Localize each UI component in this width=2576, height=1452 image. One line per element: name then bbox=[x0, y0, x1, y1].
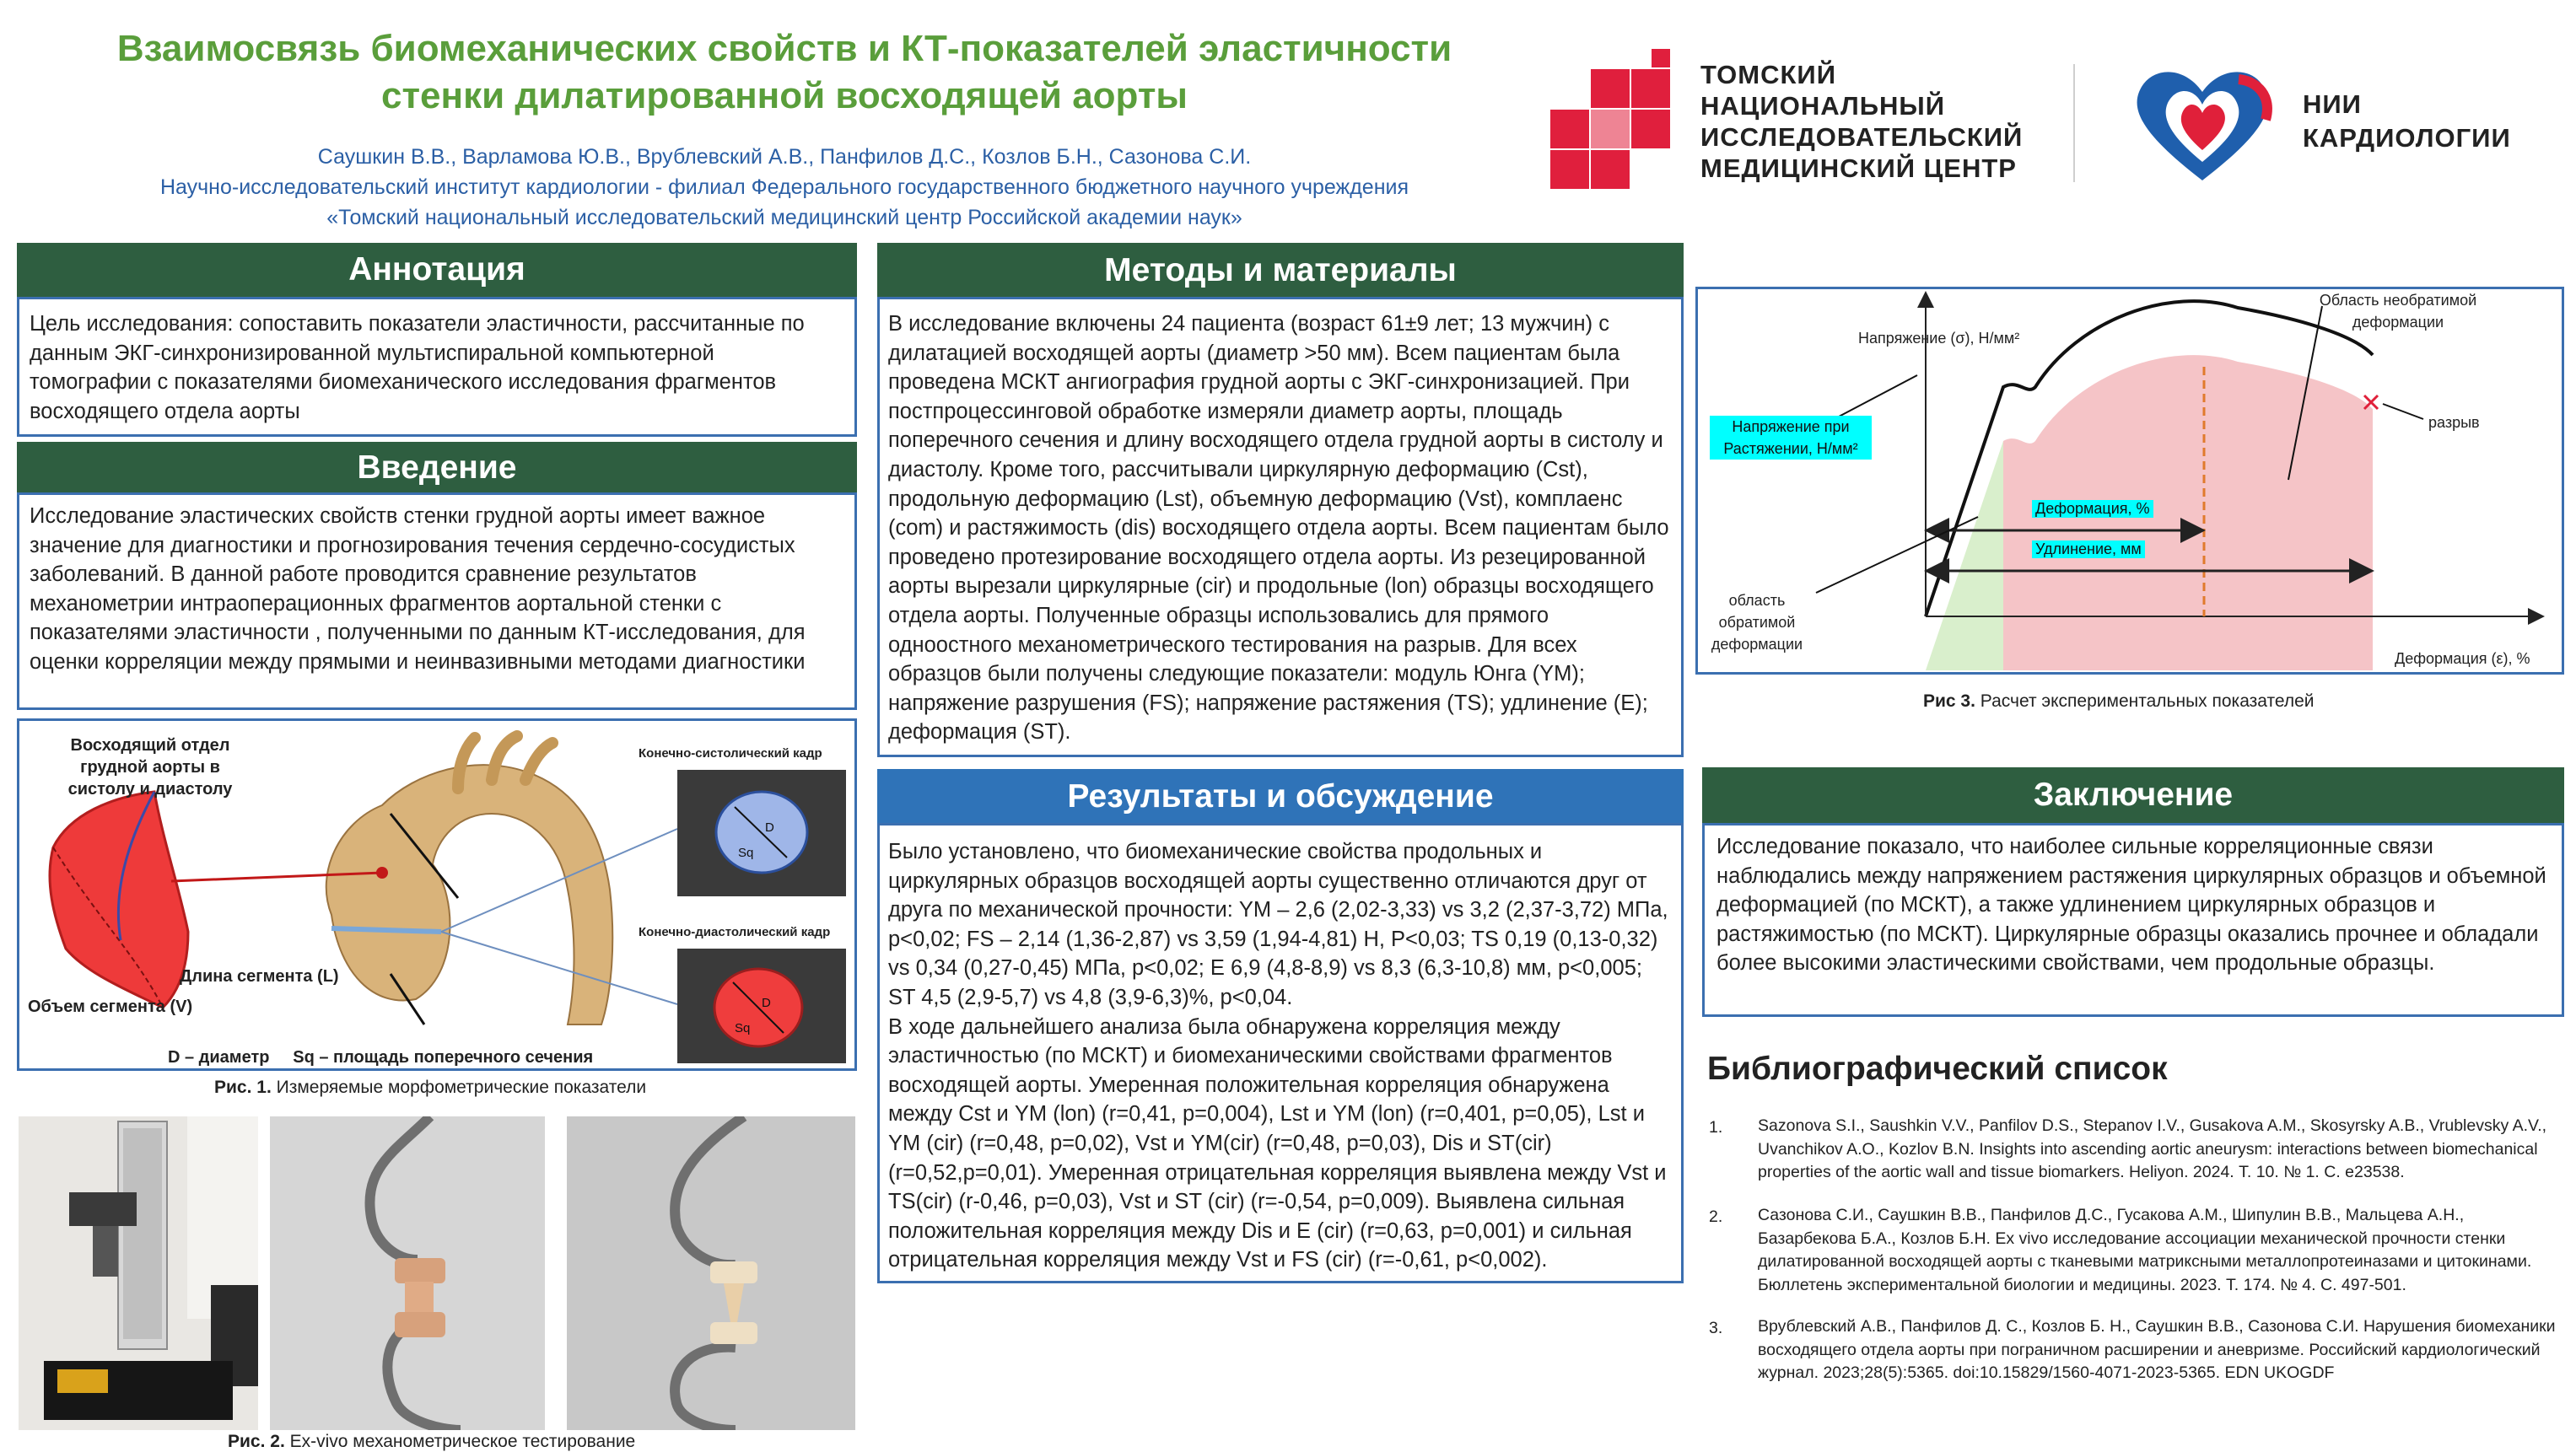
figure-1-caption bbox=[214, 1078, 646, 1098]
poster-title bbox=[51, 25, 1518, 120]
label-irreversible-region: Область необратимой деформации bbox=[2319, 292, 2477, 331]
label-systolic-frame: Конечно-систолический кадр bbox=[639, 746, 822, 761]
figure-1-legend: D – диаметр Sq – площадь поперечного сечения bbox=[168, 1048, 594, 1067]
introduction-heading: Введение bbox=[17, 442, 857, 494]
figure-3-caption bbox=[1923, 691, 2315, 712]
introduction-panel bbox=[17, 492, 857, 710]
figure-3-caption-num: Рис 3. bbox=[1923, 691, 1975, 711]
tnimc-line-2: НАЦИОНАЛЬНЫЙ bbox=[1700, 91, 1946, 121]
label-elongation: Удлинение, мм bbox=[2032, 540, 2145, 558]
photo-testing-machine bbox=[19, 1116, 258, 1430]
annotation-panel bbox=[17, 297, 857, 437]
tnimc-line-3: ИССЛЕДОВАТЕЛЬСКИЙ bbox=[1700, 122, 2024, 152]
label-sq-diastolic: Sq bbox=[735, 1021, 751, 1035]
label-rupture: разрыв bbox=[2428, 414, 2480, 431]
figure-1 bbox=[17, 718, 857, 1071]
sample-intact-image bbox=[270, 1116, 545, 1430]
figure-2-caption bbox=[228, 1432, 635, 1452]
tnimc-logo-text bbox=[1700, 59, 2023, 184]
nii-line-1: НИИ bbox=[2303, 89, 2362, 119]
affiliation-1: Научно-исследовательский институт кардиологии - филиал Федерального государственного бюджетного научного учреждения bbox=[159, 175, 1409, 199]
tnimc-line-1: ТОМСКИЙ bbox=[1700, 60, 1836, 89]
label-diastolic-frame: Конечно-диастолический кадр bbox=[639, 925, 831, 939]
label-ascending-aorta: Восходящий отдел грудной аорты в систолу и диастолу bbox=[67, 736, 233, 799]
figure-3 bbox=[1695, 287, 2564, 675]
methods-text: В исследование включены 24 пациента (возраст 61±9 лет; 13 мужчин) с дилатацией восходящей аорты (диаметр >50 мм). Всем пациентам была проведена МСКТ ангиография грудной аорты с ЭКГ-синхронизацией. При постпроцессинговой обработке измеряли диаметр аорты, площадь поперечного сечения и длину восходящего отдела грудной аорты в систолу и диастолу. Кроме того, рассчитывали циркулярную деформацию (Cst), продольную деформацию (Lst), объемную деформацию (Vst), комплаенс (com) и растяжимость (dis) восходящего отдела аорты. Всем пациентам было проведено протезирование восходящего отдела аорты. Из резецированной аорты вырезали циркулярные (cir) и продольные (lon) образцы восходящего отдела аорты. Полученные образцы использовались для прямого одноостного механометрического тестирования на разрыв. Для всех образцов были получены следующие показатели: модуль Юнга (YM); напряжение разрушения (FS); напряжение растяжения (TS); удлинение (E); деформация (ST). bbox=[888, 312, 1669, 745]
photo-sample-intact bbox=[270, 1116, 545, 1430]
label-sq-systolic: Sq bbox=[738, 846, 754, 860]
label-segment-volume: Объем сегмента (V) bbox=[28, 998, 193, 1016]
methods-panel bbox=[877, 297, 1684, 757]
introduction-text: Исследование эластических свойств стенки грудной аорты имеет важное значение для диагностики и прогнозирования течения сердечно-сосудистых заболеваний. В данной работе проводится сравнение результатов механометрии интраоперационных фрагментов аортальной стенки с показателями эластичности , полученными по данным КТ-исследования, для оценки корреляции между прямыми и неинвазивными методами диагностики bbox=[30, 504, 806, 674]
results-panel bbox=[877, 823, 1684, 1283]
title-line-2: стенки дилатированной восходящей аорты bbox=[381, 75, 1188, 116]
reference-item: Врублевский А.В., Панфилов Д. С., Козлов Б. Н., Саушкин В.В., Сазонова С.И. Нарушения биомеханики восходящего отдела аорты при пограничном расширении и аневризме. Российский кардиологический журнал. 2023;28(5):5365. doi:10.15829/1560-4071-2023-5365. EDN UKOGDF bbox=[1758, 1317, 2556, 1382]
nii-heart-logo-icon bbox=[2131, 62, 2274, 189]
label-tensile-stress: Напряжение при Растяжении, Н/мм² bbox=[1710, 416, 1872, 460]
conclusion-text: Исследование показало, что наиболее сильные корреляционные связи наблюдались между напряжением растяжения циркулярных образцов и объемной деформацией (по МСКТ), а также удлинением циркулярных образцов и растяжимостью (по МСКТ). Циркулярные образцы оказались прочнее и обладали более высокими эластическими свойствами, чем продольные образцы. bbox=[1716, 835, 2546, 976]
reference-number: 2. bbox=[1709, 1207, 1723, 1226]
results-text: Было установлено, что биомеханические свойства продольных и циркулярных образцов восходящей аорты существенно отличаются друг от друга по механической прочности: YM – 2,6 (2,02-3,33) vs 3,2 (2,37-3,72) МПа, p<0,02; FS – 2,14 (1,36-2,87) vs 3,59 (1,94-4,81) H, P<0,03; TS 0,19 (0,13-0,32) vs 0,34 (0,27-0,45) МПа, p<0,02; E 6,9 (4,8-8,9) vs 8,3 (6,3-10,8) мм, p<0,005; ST 4,5 (2,9-5,7) vs 4,8 (3,9-6,3)%, p<0,04. В ходе дальнейшего анализа была обнаружена корреляция между эластичностью (по МСКТ) и биомеханическими свойствами фрагментов восходящей аорты. Умеренная положительная корреляция обнаружена между Cst и YM (lon) (r=0,41, p=0,004), Lst и YM (lon) (r=0,401, p=0,05), Lst и YM (cir) (r=0,48, p=0,02), Vst и YM(cir) (r=0,48, p=0,03), Dis и ST(cir) (r=0,52,p=0,01). Умеренная отрицательная корреляция выявлена между Vst и TS(cir) (r-0,46, p=0,03), Vst и ST (cir) (r=-0,54, p=0,009). Выявлена сильная положительная корреляция между Dis и E (cir) (r=0,63, p=0,001) и сильная отрицательная корреляция между Vst и FS (cir) (r=-0,61, p<0,002). bbox=[888, 840, 1668, 1272]
label-reversible-region: область обратимой деформации bbox=[1711, 592, 1803, 653]
title-line-1: Взаимосвязь биомеханических свойств и КТ-показателей эластичности bbox=[116, 28, 1452, 69]
reference-item: Sazonova S.I., Saushkin V.V., Panfilov D.S., Stepanov I.V., Gusakova A.M., Skosyrsky A.B., Vrublevsky A.V., Uvanchikov A.O., Kozlov B.N. Insights into ascending aortic aneurysm: interactions between biomechanical properties of the aortic wall and tissue biomarkers. Heliyon. 2024. Т. 10. № 1. С. e23538. bbox=[1758, 1116, 2547, 1181]
reference-number: 3. bbox=[1709, 1319, 1723, 1337]
testing-machine-image bbox=[19, 1116, 258, 1430]
results-heading: Результаты и обсуждение bbox=[877, 769, 1684, 825]
figure-2-caption-num: Рис. 2. bbox=[228, 1432, 285, 1451]
label-deformation: Деформация, % bbox=[2032, 500, 2153, 518]
affiliation-2: «Томский национальный исследовательский медицинский центр Российской академии наук» bbox=[326, 206, 1242, 229]
reference-number: 1. bbox=[1709, 1118, 1723, 1137]
figure-2-caption-text: Ex-vivo механометрическое тестирование bbox=[284, 1432, 636, 1451]
label-stress-axis: Напряжение (σ), Н/мм² bbox=[1858, 330, 2020, 347]
authors-block bbox=[51, 142, 1518, 233]
conclusion-panel bbox=[1702, 823, 2564, 1017]
annotation-heading: Аннотация bbox=[17, 243, 857, 297]
nii-logo-text bbox=[2303, 88, 2511, 155]
figure-1-caption-num: Рис. 1. bbox=[214, 1078, 272, 1097]
label-d-systolic: D bbox=[765, 820, 774, 835]
sample-ruptured-image bbox=[567, 1116, 855, 1430]
label-segment-length: Длина сегмента (L) bbox=[180, 967, 339, 986]
methods-heading: Методы и материалы bbox=[877, 243, 1684, 298]
label-d-diastolic: D bbox=[762, 996, 771, 1010]
annotation-text: Цель исследования: сопоставить показатели эластичности, рассчитанные по данным ЭКГ-синхронизированной мультиспиральной компьютерной томографии с показателями биомеханического исследования фрагментов восходящего отдела аорты bbox=[30, 312, 805, 423]
figure-3-caption-text: Расчет экспериментальных показателей bbox=[1975, 691, 2315, 711]
authors: Саушкин В.В., Варламова Ю.В., Врублевский А.В., Панфилов Д.С., Козлов Б.Н., Сазонова С.И. bbox=[317, 145, 1252, 169]
tnimc-line-4: МЕДИЦИНСКИЙ ЦЕНТР bbox=[1700, 153, 2017, 183]
conclusion-heading: Заключение bbox=[1702, 767, 2564, 823]
logo-divider bbox=[2073, 64, 2075, 182]
label-x-axis: Деформация (ε), % bbox=[2395, 650, 2530, 667]
photo-sample-ruptured bbox=[567, 1116, 855, 1430]
stress-strain-diagram bbox=[1698, 289, 2562, 672]
figure-1-caption-text: Измеряемые морфометрические показатели bbox=[271, 1078, 647, 1097]
references-heading: Библиографический список bbox=[1707, 1051, 2168, 1087]
nii-line-2: КАРДИОЛОГИИ bbox=[2303, 123, 2511, 153]
reference-item: Сазонова С.И., Саушкин В.В., Панфилов Д.С., Гусакова А.М., Шипулин В.В., Мальцева А.Н., Базарбекова Б.А., Козлов Б.Н. Ex vivo исследование ассоциации механической прочности стенки дилатированной восходящей аорты с тканевыми матриксными металлопротеиназами и цитокинами. Бюллетень экспериментальной биологии и медицины. 2023. Т. 174. № 4. С. 497-501. bbox=[1758, 1206, 2532, 1294]
